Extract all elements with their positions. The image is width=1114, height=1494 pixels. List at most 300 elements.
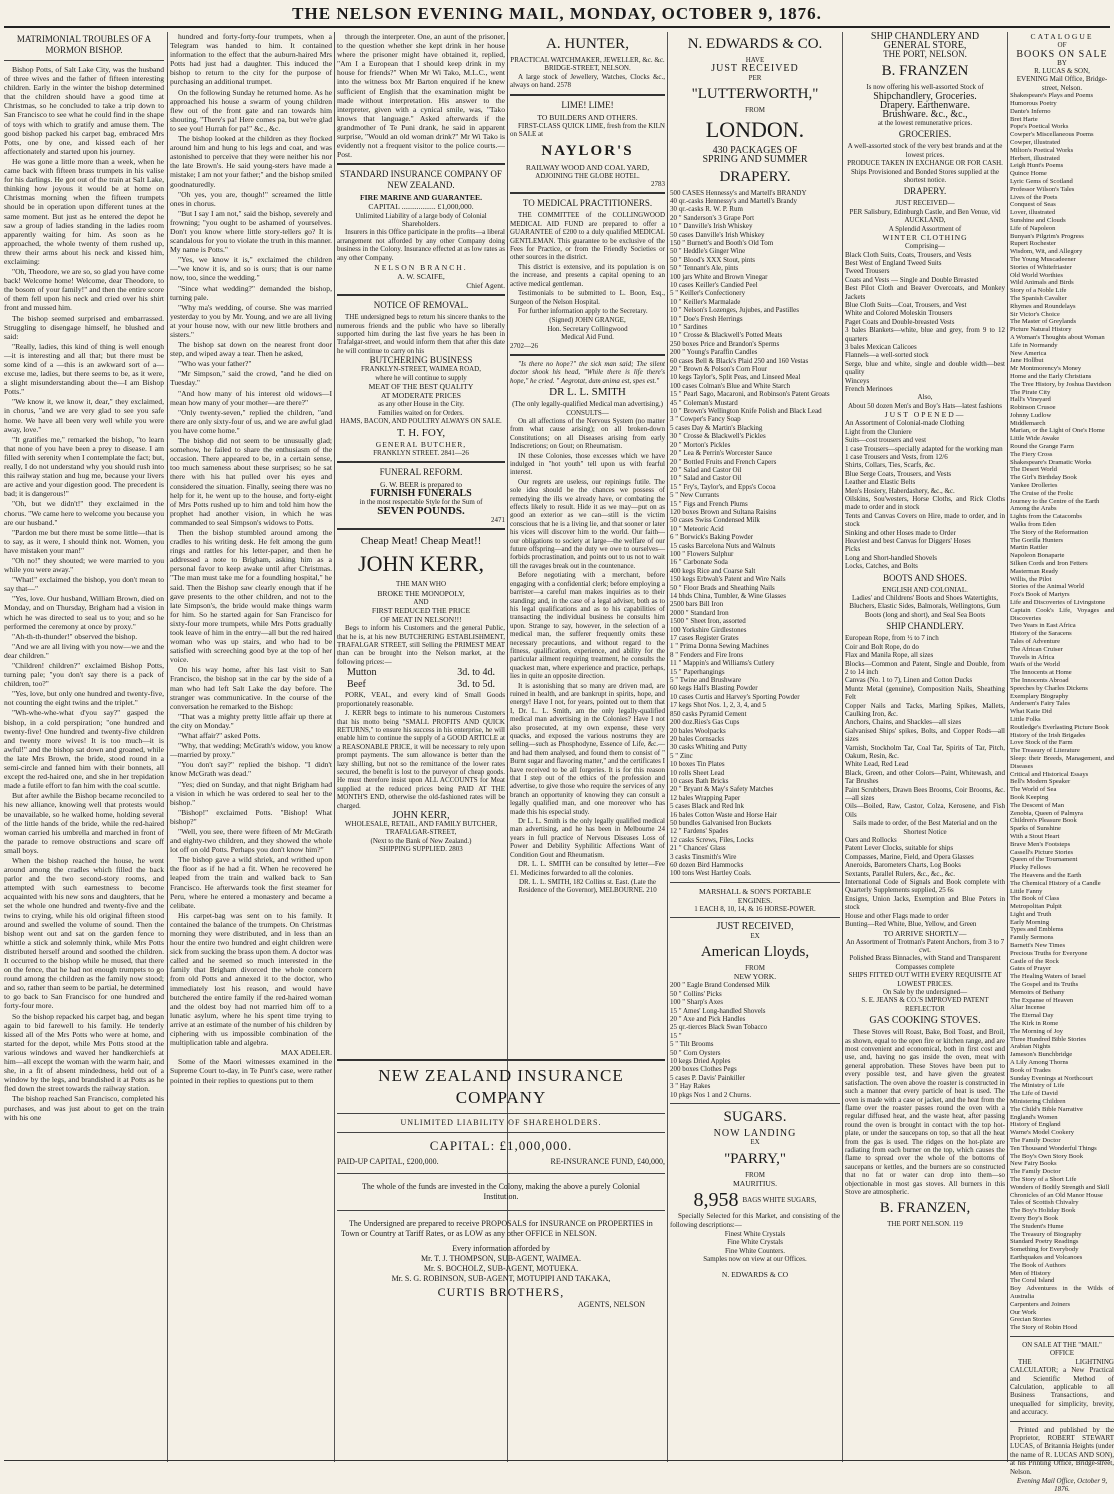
goods-item: Shirts, Collars, Ties, Scarfs, &c. bbox=[845, 461, 936, 470]
column-rule bbox=[667, 32, 668, 1462]
goods-item: Winceys bbox=[845, 376, 870, 385]
paragraph: The bishop did not seem to be unusually glad; somehow, he failed to share the enthusiasm of the occasion. There appeared to be, in a certain sense, too much sameness about these surprises; so he sat there with his hat pulled over his eyes and considered the situation. Finally, seeing there was no help for it, he went up to the house, and forty-eight of Mrs Potts rushed up to him and told him how the prophet had another vision, in which he was commanded to seal Simpson's widows to Potts. bbox=[170, 436, 332, 527]
ad-fund: RE-INSURANCE FUND, £40,000, bbox=[550, 1157, 665, 1166]
goods-item: Sinking and other Hoses made to Order bbox=[845, 528, 956, 537]
sub-agent: Mr. T. J. THOMPSON, SUB-AGENT, WAIMEA. bbox=[421, 1254, 581, 1263]
ad-line: PER Salisbury, Edinburgh Castle, and Ben Venue, vid AUCKLAND, bbox=[849, 207, 1001, 225]
book-title: The Morning of Joy bbox=[1010, 1027, 1063, 1035]
goods-item: Galvanised Ships' spikes, Bolts, and Copper Rods—all sizes bbox=[845, 726, 1005, 744]
book-title: Leigh Hunt's Poems bbox=[1010, 162, 1064, 170]
book-title: Love Stock of the Farm bbox=[1010, 739, 1073, 747]
book-title: Lights from the Catacombs bbox=[1010, 513, 1082, 521]
book-title: Precious Truths for Everyone bbox=[1010, 949, 1088, 957]
column-6-franzen bbox=[845, 32, 1005, 1462]
book-title: Rhymes and Roundelays bbox=[1010, 302, 1076, 310]
goods-item: 20 " Sanderson's 3 Grape Port bbox=[670, 213, 755, 222]
book-title: Jameson's Bunchbridge bbox=[1010, 1051, 1073, 1059]
goods-item: Oils—Boiled, Raw, Castor, Colza, Kerosene, and Fish Oils bbox=[845, 802, 1005, 819]
ad-agent-role: Chief Agent. bbox=[466, 281, 505, 291]
goods-item: 16 bales Cotton Waste and Horse Hair bbox=[670, 810, 778, 819]
book-title: A Lily Among Thorns bbox=[1010, 1059, 1069, 1067]
paragraph: "What!" exclaimed the bishop, you don't mean to say that—" bbox=[4, 575, 164, 594]
goods-list bbox=[670, 981, 840, 1099]
goods-item: Leather and Elastic Belts bbox=[845, 478, 916, 487]
goods-item: 17 kegs Shot Nos. 1, 2, 3, 4, and 5 bbox=[670, 701, 767, 710]
goods-item: 100 tons West Hartley Coals. bbox=[670, 869, 752, 878]
divider bbox=[337, 1173, 665, 1174]
paragraph: "Mr Simpson," said the crowd, "and he died on Tuesday." bbox=[170, 369, 332, 388]
paragraph: "Who was your father?" bbox=[178, 359, 252, 369]
goods-item: 20 " Bottled Fruits and French Capers bbox=[670, 457, 777, 466]
ad-line: where he will continue to supply bbox=[375, 373, 467, 382]
book-title: The Pirate City bbox=[1010, 388, 1051, 396]
ad-title: Cheap Meat! Cheap Meat!! bbox=[360, 535, 482, 548]
goods-item: 16 " Carbonate Soda bbox=[670, 558, 728, 567]
column-7-catalogue bbox=[1010, 32, 1114, 1494]
ad-body: THE LIGHTNING CALCULATOR; a New Practical and Scientific Method of Calculation, applicable to all Business Transactions, and unequalled for simplicity, brevity, and accuracy. bbox=[1010, 1357, 1114, 1417]
ad-line: PRODUCE TAKEN IN EXCHANGE OR FOR CASH. bbox=[847, 159, 1003, 168]
ad-liability: Unlimited Liability of a large body of Colonial Shareholders. bbox=[355, 211, 487, 228]
ad-body: J. KERR begs to intimate to his numerous Customers that his motto being "SMALL PROFITS AND QUICK RETURNS," to ensure his success in his enterprise, he will enable him to continue the supply of a GOOD ARTICLE at a REASONABLE PRICE, it will be necessary to rely upon prompt payments. The sum allowance is better than the lazy shilling, but not so the remittance of the lower rates secured, the benefit is lost to the purveyor of cheap goods. He must therefore insist upon ALL ACCOUNTS for Meat supplied at the reduced prices being PAID AT THE MONTH'S END, otherwise the old-fashioned rates will be charged. bbox=[337, 709, 505, 810]
ad-line: FURNISH FUNERALS bbox=[370, 488, 472, 500]
ad-line: Every information afforded by bbox=[452, 1244, 550, 1253]
goods-item: Best Pilot Cloth and Beaver Overcoats, and Monkey Jackets bbox=[845, 284, 1005, 301]
goods-item: 2000 " Standard Iron bbox=[670, 608, 729, 617]
book-title: The Family Doctor bbox=[1010, 1168, 1061, 1176]
ad-body: DR. L. L. SMITH can be consulted by letter—Fee £1. Medicines forwarded to all the colonies. bbox=[510, 860, 665, 877]
goods-item: 20 " Lea & Perrin's Worcester Sauce bbox=[670, 449, 773, 458]
book-title: England's Women bbox=[1010, 1113, 1058, 1121]
ad-line: (Next to the Bank of New Zealand.) bbox=[370, 836, 472, 845]
book-title: Old World Worthies bbox=[1010, 271, 1063, 279]
ad-line: Brushware. &c., &c., bbox=[882, 108, 968, 120]
book-title: Sir Victor's Choice bbox=[1010, 310, 1060, 318]
book-title: Story of a Noble Life bbox=[1010, 287, 1067, 295]
ad-body: These Stoves will Roast, Bake, Boil Toast, and Broil, as shown, equal to the open fire or kitchen range, and are most convenient and economical, both in first cost and use, and, having no gas inside the oven, meat with general approbation. These Stoves have been put to every possible test, and have given the greatest satisfaction. The oven above the roaster is constructed in such a manner that every particle of heat is used. The oven is made with a case or jacket, and the heat from the flame over the roaster passes round the oven with a regular diffused heat, and the waste heat, after passing round the oven is brought in contact with the top hot-plate, or under the saucepans on top, so that all the heat from the gas is used. The ridges on the hot-plate are radiating from each burner on the top, which causes the flame to spread over the whole of the bottoms of saucepans or kettles, and the burners are so constructed that no fat or water can drop into them—so objectionable in most gas stoves. All burners in this Stove are atmospheric. bbox=[845, 1028, 1005, 1196]
ad-line: SEVEN POUNDS. bbox=[377, 504, 465, 517]
ad-line: OF MEAT IN NELSON!!! bbox=[380, 615, 462, 625]
book-title: Barnett's New Times bbox=[1010, 942, 1066, 950]
ad-agent: A. W. SCAIFE, bbox=[397, 272, 445, 282]
book-title: Exemplary Biography bbox=[1010, 692, 1069, 700]
book-title: Rupert Rochester bbox=[1010, 240, 1056, 248]
ad-line: ADJOINING THE GLOBE HOTEL. bbox=[535, 171, 640, 180]
ad-line: Samples now on view at our Offices. bbox=[703, 1255, 807, 1264]
book-title: The Ministry of Life bbox=[1010, 1082, 1065, 1090]
goods-item: Black, Green, and other Colors—Paint, Whitewash, and Tar Brushes bbox=[845, 768, 1005, 786]
ad-port: LONDON. bbox=[705, 117, 805, 143]
column-3 bbox=[337, 32, 505, 1052]
paragraph: "Wh-whe-whe-what d'you say?" gasped the bishop, in a cold perspiration; "one hundred and twenty-five! One hundred and twenty-five children and twenty more wives! It is too much—it is awful!" and the bishop sat down and groaned, while the late Mrs Brown, the bride, stood round in a semi-circle and fanned him with their bonnets, all except the red-haired one, and she in her trepidation made a futile effort to fan him with the coal scuttle. bbox=[4, 708, 164, 791]
paragraph: "Why, that wedding; McGrath's widow, you know—married by proxy." bbox=[170, 741, 332, 760]
book-title: The Innocents at Home bbox=[1010, 669, 1072, 677]
goods-item: 10 " Brown's Wellington Knife Polish and Black Lead bbox=[670, 407, 822, 416]
book-title: Lives of the Poets bbox=[1010, 193, 1058, 201]
book-title: The Innocents Abroad bbox=[1010, 676, 1069, 684]
ad-line: About 50 dozen Men's and Boy's Hats—latest fashions bbox=[848, 401, 1002, 410]
book-title: Stories of Whitefriaster bbox=[1010, 263, 1072, 271]
ad-line: PRACTICAL WATCHMAKER, JEWELLER, &c. &c. bbox=[510, 56, 665, 64]
book-title: Marian, or the Light of One's Home bbox=[1010, 427, 1105, 435]
book-title: Bret Harte bbox=[1010, 115, 1038, 123]
standard-insurance-ad bbox=[337, 169, 505, 290]
goods-item: Muntz Metal (genuine), Composition Nails, Sheathing Felt bbox=[845, 684, 1005, 702]
paragraph: The bishop gave a wild shriek, and writhed upon the floor as if he had a fit. When he recovered he leaped from the train and walked back to San Francisco. He afterwards took the first steamer for Peru, where he entered a monastery and became a celibate. bbox=[170, 855, 332, 910]
divider bbox=[337, 528, 505, 530]
ad-line: TO BUILDERS AND OTHERS. bbox=[537, 112, 638, 122]
masthead-title: THE NELSON EVENING MAIL, MONDAY, OCTOBER 9, 1876. bbox=[292, 4, 822, 23]
ad-line: HAVE bbox=[745, 56, 765, 64]
book-title: The Kirk in Rome bbox=[1010, 1020, 1059, 1028]
divider bbox=[510, 192, 665, 194]
article-body bbox=[4, 65, 164, 1122]
ad-line: An Assortment of Trotman's Patent Anchors, from 3 to 7 cwt. bbox=[845, 937, 1005, 954]
paragraph: "Ah-th-th-thunder!" observed the bishop. bbox=[12, 631, 138, 641]
book-title: Napoleon Bonaparte bbox=[1010, 552, 1065, 560]
goods-item: 15 " Ames' Long-handled Shovels bbox=[670, 1006, 766, 1015]
book-title: Types and Emblems bbox=[1010, 926, 1064, 934]
ad-line: BUTCHERING BUSINESS bbox=[369, 355, 473, 366]
ad-name: T. H. FOY, bbox=[396, 426, 446, 439]
lime-ad bbox=[510, 100, 665, 189]
goods-item: 1 " Prima Donna Sewing Machines bbox=[670, 642, 769, 651]
article-body bbox=[170, 32, 332, 1085]
book-title: Early Morning bbox=[1010, 918, 1050, 926]
paragraph: "Oh yes, you are, though!" screamed the little ones in chorus. bbox=[170, 189, 332, 208]
ad-line: THE MAN WHO bbox=[395, 580, 447, 589]
goods-item: 10 cases Curtis and Harvey's Sporting Powder bbox=[670, 692, 800, 701]
book-title: Martin Rattler bbox=[1010, 544, 1048, 552]
goods-item: 30 casks Whiting and Putty bbox=[670, 743, 747, 752]
goods-item: 200 doz.Ries's Gas Cups bbox=[670, 718, 740, 727]
ad-body: A large stock of Jewellery, Watches, Clocks &c., always on hand. 2578 bbox=[510, 72, 665, 90]
book-title: Conquest of Seas bbox=[1010, 201, 1056, 209]
goods-item: 20 bales Cornsacks bbox=[670, 734, 725, 743]
divider bbox=[670, 882, 840, 883]
ad-body: On all affections of the Nervous System (no matter from what cause arising); on all broken-down Constitutions; on all Diseases arising from early Indiscretions; on Gout; on Rheumatism. bbox=[510, 416, 665, 451]
ad-line: ENGLISH AND COLONIAL. bbox=[882, 585, 968, 594]
section-title: SHIP CHANDLERY. bbox=[886, 621, 964, 632]
goods-item: Copper Nails and Tacks, Marling Spikes, Mallets, Caulking Iron, &c. bbox=[845, 701, 1005, 718]
goods-item: 15 " Figs and French Plums bbox=[670, 499, 748, 508]
book-title: Professor Wilson's Tales bbox=[1010, 185, 1075, 193]
ad-name: JOHN KERR, bbox=[358, 551, 484, 577]
removal-notice-ad bbox=[337, 300, 505, 457]
goods-item: Anchors, Chains, and Shackles—all sizes bbox=[845, 718, 962, 727]
goods-item: 30 " Crosse & Blackwell's Pickles bbox=[670, 432, 766, 441]
goods-item: 10 " Keiller's Marmalade bbox=[670, 297, 741, 306]
ad-line: HAMS, BACON, AND POULTRY ALWAYS ON SALE. bbox=[340, 417, 502, 426]
ad-title: NEW ZEALAND INSURANCE COMPANY bbox=[378, 1066, 624, 1107]
goods-item: Heaviest and best Canvas for Diggers' Hoses bbox=[845, 537, 971, 546]
ad-line: in the most respectable Style for the Sum of bbox=[359, 498, 483, 507]
goods-item: 10 cases Bath Bricks bbox=[670, 776, 729, 785]
ad-line: S. E. JEANS & CO.'S IMPROVED PATENT REFLECTOR bbox=[861, 996, 989, 1013]
book-title: Life of Napoleon bbox=[1010, 224, 1056, 232]
goods-item: 15 " bbox=[670, 1031, 682, 1040]
ad-body: Insurers in this Office participate in the profits—a liberal arrangement not afforded by any other Company doing business in the Colony. Insurance effected at as low rates as any other Company. bbox=[337, 228, 505, 262]
goods-item: Suits—cost trousers and vest bbox=[845, 436, 927, 445]
column-rule bbox=[1007, 32, 1008, 1462]
ad-line: MARSHALL & SON'S PORTABLE bbox=[698, 886, 812, 896]
paragraph: "Oh, but we didn't!" they exclaimed in the chorus. "We came here to welcome you because you are our husband." bbox=[4, 499, 164, 527]
book-title: Quince Home bbox=[1010, 170, 1047, 178]
goods-item: Light from the Cluniere bbox=[845, 427, 912, 436]
paragraph: "It gratifies me," remarked the bishop, "to learn that none of you have been a prey to disease. I am filled with serenity when I contemplate the fact; but, really, I do not understand why you should rush into this railway station and hug me, because your livers are active and your digestion good. The precedent is bad; it is dangerous!" bbox=[4, 434, 164, 499]
price-value: 3d. to 5d. bbox=[457, 679, 495, 691]
book-title: The Treasury of Biography bbox=[1010, 1230, 1082, 1238]
goods-item: 2500 bars Bill Iron bbox=[670, 600, 724, 609]
book-title: Andersen's Fairy Tales bbox=[1010, 700, 1070, 708]
paragraph: "Yes; died on Sunday, and that night Brigham had a vision in which he was ordered to seal her to the bishop." bbox=[170, 779, 332, 807]
goods-item: 10 " Doe's Fresh Herrings bbox=[670, 314, 743, 323]
ad-line: (The only legally-qualified Medical man advertising,) bbox=[512, 400, 663, 409]
ad-line: Sails made to order, of the Best Material and on the Shortest Notice bbox=[852, 819, 998, 836]
book-title: Bunyan's Pilgrim's Progress bbox=[1010, 232, 1084, 240]
ad-address: FRANKLYN STREET. 2841—26 bbox=[373, 448, 469, 457]
ad-line: Ships Provisioned and Bonded Stores supplied at the shortest notice. bbox=[851, 167, 999, 184]
ad-title: STANDARD INSURANCE COMPANY OF NEW ZEALAND. bbox=[340, 169, 502, 191]
ad-role: AGENTS, NELSON bbox=[577, 1300, 645, 1309]
ad-ship: "PARRY," bbox=[724, 1150, 786, 1167]
book-title: Fox's Book of Martyrs bbox=[1010, 591, 1070, 599]
goods-item: 10 pkgs Nos 1 and 2 Churns. bbox=[670, 1090, 752, 1099]
ad-name: JOHN KERR, bbox=[392, 809, 450, 821]
book-title: Cassell's Picture Stories bbox=[1010, 848, 1074, 856]
ad-line: ON SALE AT THE "MAIL" OFFICE bbox=[1022, 1340, 1102, 1358]
goods-item: 1 case Trousers—specially adapted for the working man bbox=[845, 444, 1003, 453]
goods-item: 50 cases Swiss Condensed Milk bbox=[670, 516, 760, 525]
goods-item: Black Cloth Suits, Coats, Trousers, and Vests bbox=[845, 250, 972, 259]
column-2-story-continued bbox=[170, 32, 332, 1462]
ad-sub: FIRE MARINE AND GUARANTEE. bbox=[360, 193, 482, 203]
ad-line: Is now offering his well-assorted Stock of bbox=[866, 83, 984, 92]
goods-item: House and other Flags made to order bbox=[845, 911, 949, 920]
paragraph: "Pardon me but there must be some little—that is to say, as it were, I should think not. Women, you have mistaken your man!" bbox=[4, 527, 164, 555]
column-rule bbox=[167, 32, 168, 1462]
goods-item: 150 " Burnett's and Booth's Old Tom bbox=[670, 238, 774, 247]
book-title: Journey to the Centre of the Earth bbox=[1010, 497, 1100, 505]
ad-num: 2702—26 bbox=[510, 341, 538, 350]
ad-line: BY bbox=[1057, 58, 1067, 67]
goods-item: 5 " Keiller's Confectionery bbox=[670, 289, 746, 298]
book-title: Two Years in East Africa bbox=[1010, 622, 1076, 630]
ad-line: PER bbox=[748, 73, 762, 82]
goods-item: 500 CASES Hennessy's and Martell's BRANDY bbox=[670, 188, 807, 197]
ad-line: Families waited on for Orders. bbox=[378, 408, 464, 417]
goods-item: 10 " Danville's Irish Whiskey bbox=[670, 222, 753, 231]
goods-item: 20 " Brown & Polson's Corn Flour bbox=[670, 365, 768, 374]
paragraph: "Bishop!" exclaimed Potts. "Bishop! What bishop?" bbox=[170, 807, 332, 826]
ad-name: NAYLOR'S bbox=[541, 142, 634, 159]
ad-ship: "LUTTERWORTH," bbox=[691, 85, 819, 102]
book-title: Among the Arabs bbox=[1010, 505, 1057, 513]
paragraph: But after awhile the Bishop became reconciled to his new alliance, knowing well that protests would be unavailable, so he walked home, holding several of the little hands of the bride, while the red-haired woman carried his umbrella and marched in front of the parade to remove obstructions and scare off small boys. bbox=[4, 791, 164, 855]
paragraph: Bishop Potts, of Salt Lake City, was the husband of three wives and the father of fifteen interesting children. Early in the winter the bishop determined that the children should have a good time at Christmas, so he concluded to take a trip down to San Francisco to see what he could find in the shape of toys with which to gratify and amuse them. The good bishop packed his carpet bag, embraced Mrs Potts, one by one, and kissed each of her affectionately and started upon his journey. bbox=[4, 65, 164, 156]
book-title: Wild Animals and Birds bbox=[1010, 279, 1074, 287]
book-title: Masterman Ready bbox=[1010, 567, 1059, 575]
column-4 bbox=[510, 32, 665, 1052]
book-title: Sunday Evenings at Northcourt bbox=[1010, 1074, 1093, 1082]
ad-line: SPRING AND SUMMER bbox=[702, 154, 808, 166]
ad-line: as any other House in the City. bbox=[377, 400, 465, 409]
book-title: The Tree History, by Joshua Davidson bbox=[1010, 380, 1112, 388]
book-title: Yankee Drolleries bbox=[1010, 482, 1058, 490]
paragraph: "What affair?" asked Potts. bbox=[178, 731, 261, 741]
goods-item: 1500 " Sheet Iron, assorted bbox=[670, 617, 746, 626]
book-title: The African Cruiser bbox=[1010, 645, 1063, 653]
book-title: Captain Cook's Life, Voyages and Discoveries bbox=[1010, 606, 1114, 622]
goods-item: 200 " Eagle Brand Condensed Milk bbox=[670, 981, 770, 990]
goods-item: 50 " Blood's XXX Stout, pints bbox=[670, 255, 756, 264]
goods-item: 50 " Tennant's Ale, pints bbox=[670, 264, 739, 273]
goods-item: 5 " New Currants bbox=[670, 491, 719, 500]
goods-item: Blue Serge Coats, Trousers, and Vests bbox=[845, 469, 952, 478]
goods-list bbox=[845, 836, 1005, 928]
ad-line: DRAPERY. bbox=[719, 168, 791, 185]
book-title: Routledge's Everlasting Picture Book bbox=[1010, 723, 1109, 731]
book-title: The Chemical History of a Candle bbox=[1010, 879, 1101, 887]
goods-item: 12 " Fardens' Spades bbox=[670, 827, 729, 836]
sub-agent: Mr. S. BOCHOLZ, SUB-AGENT, MOTUEKA. bbox=[423, 1264, 579, 1273]
goods-item: 15 casks Barcelona Nuts and Walnuts bbox=[670, 541, 776, 550]
goods-item: 5 " Twine and Brushware bbox=[670, 676, 742, 685]
book-title: History of the Irish Brigades bbox=[1010, 731, 1086, 739]
book-title: New America bbox=[1010, 349, 1047, 357]
goods-item: Tents and Canvas Covers on Hire, made to order, and in stock bbox=[845, 511, 1005, 529]
divider bbox=[510, 94, 665, 96]
ad-body: Dr L. L. Smith is the only legally qualified medical man advertising, and he has been in Melbourne 24 years in full practice of Nervous Diseases Loss of Power and Debility Syphilitic Affections Want of Condition Gout and Rheumatism. bbox=[510, 817, 665, 859]
divider bbox=[670, 917, 840, 918]
goods-item: Flax and Manila Rope, all sizes bbox=[845, 651, 934, 660]
paragraph: "Since what wedding?" demanded the bishop, turning pale. bbox=[170, 283, 332, 302]
masthead-rule bbox=[4, 26, 1110, 28]
goods-item: 1 case Trousers and Vests, from 12/6 bbox=[845, 452, 948, 461]
ad-branch: NELSON BRANCH. bbox=[374, 262, 468, 272]
divider bbox=[510, 354, 665, 356]
book-title: Memoirs of Bethany bbox=[1010, 988, 1065, 996]
ad-footer: N. EDWARDS & CO bbox=[721, 1269, 789, 1279]
book-title: The Story of Robin Hood bbox=[1010, 1324, 1078, 1332]
paragraph: When the bishop reached the house, he went around among the cradles which filled the back parlor and the two second-story rooms, and attempted with such earnestness to become acquainted with his new sons and daughters, that he set the whole one hundred and twenty-five and the twins to crying, while his old original fifteen stood around and swelled the volume of sound. Then the bishop went out and sat on the garden fence to whittle a stick and solemnly think, while Mrs Potts distributed herself around and soothed the children. It occurred to the bishop while he mused, that there on the fence, that he had not enough trumpets to go round among the children as the family now stood; and so, rather than seem to be partial, he determined to go back to San Francisco for one hundred and forty-four more. bbox=[4, 855, 164, 1011]
ad-body: THE COMMITTEE of the COLLINGWOOD MEDICAL AID FUND are prepared to offer a GUARANTEE of £200 to a duly qualified MEDICAL GENTLEMAN. This guarantee to be exclusive of the Fees for Practice, or from the Friendly Societies or other sources in the district. bbox=[510, 211, 665, 262]
ad-name: B. FRANZEN, bbox=[879, 1200, 971, 1217]
book-title: Sparks of Sunshine bbox=[1010, 825, 1061, 833]
book-title: Robinson Crusoe bbox=[1010, 404, 1056, 412]
paragraph: "Yes, we know it is," exclaimed the children—"we know it is, and so is ours; that is our name now, too, since the wedding." bbox=[170, 255, 332, 283]
ad-line: (Signed) JOHN GRANGE, bbox=[549, 316, 626, 325]
book-title: Round the Grange Farm bbox=[1010, 443, 1074, 451]
goods-item: 17 cases Register Grates bbox=[670, 634, 739, 643]
sugar-bags: BAGS WHITE SUGARS, bbox=[742, 1195, 817, 1204]
goods-item: 20 " Morton's Pickles bbox=[670, 440, 731, 449]
goods-item: Oilskins, Sou'westers, Horse Cloths, and Rick Cloths made to order and in stock bbox=[845, 495, 1005, 512]
book-title: Life in Normandy bbox=[1010, 341, 1058, 349]
paragraph: On the following Sunday he returned home. As he approached his house a swarm of young children flew out of the front gate and ran towards him shouting, "There's pa! Here comes pa, but we're glad to see you! Hurrah for pa!" &c., &c. bbox=[170, 87, 332, 133]
book-title: The Gospel and its Truths bbox=[1010, 981, 1079, 989]
book-title: Warne's Model Cookery bbox=[1010, 1129, 1075, 1137]
paragraph: His carpet-bag was sent on to his family. It contained the balance of the trumpets. On Christmas morning they were distributed, and in less than an hour the entire two hundred and eight children were sick from sucking the brass upon them. A doctor was called and he seemed so much interested in the family that Brigham divorced the whole concern from old Potts and annexed it to the doctor, who immediately lost his reason, and would have butchered the entire family if the red-haired woman and the oldest boy had not married him off to a lunatic asylum, where he his spent time trying to arrive at an estimate of the number of his children by ciphering with us impossible combination of the multiplication table and algebra. bbox=[170, 910, 332, 1048]
ad-capital: CAPITAL: £1,000,000. bbox=[429, 1138, 573, 1153]
ad-body: Our regrets are useless, our repinings futile. The sole idea should be the chances we possess of remedying the ills we already have, or combating the effects likely to result. Hide it as we may—put on as good an exterior as we can—still is the victim conscious that he is a living lie, and that sooner or later his vices will discover him to the world. Our faith—our obligations to society at large—the welfare of our future offspring—and the duty we owe to ourselves—forbids procrastination, and points out to us not to wait till the ravages break out in the countenance. bbox=[510, 477, 665, 570]
ad-line: Hon. Secretary Collingwood bbox=[547, 324, 628, 333]
ad-line: FIRST REDUCED THE PRICE bbox=[371, 606, 471, 616]
book-title: Willis, the Pilot bbox=[1010, 575, 1052, 583]
paragraph: "Really, ladies, this kind of thing is well enough—it is interesting and all that; but there must be some kind of a —this is an awkward sort of a—excuse me, ladies, but there seems to be, as it were, a slight misunderstanding about the—I am Bishop Potts." bbox=[4, 341, 164, 397]
goods-item: 6 " Borwick's Baking Powder bbox=[670, 533, 754, 542]
ad-line: CONSULTS— bbox=[566, 408, 609, 417]
ad-line: EX bbox=[750, 1138, 760, 1147]
goods-item: Ensigns, Union Jacks, Exemption and Blue Peters in stock bbox=[845, 894, 1005, 912]
ad-line: TRAFALGAR-STREET, bbox=[385, 828, 457, 837]
book-title: Zenobia, Queen of Palmyra bbox=[1010, 809, 1083, 817]
goods-item: An Assortment of Colonial-made Clothing bbox=[845, 419, 965, 428]
ad-firm: N. EDWARDS & CO. bbox=[687, 36, 823, 52]
goods-item: 20 " Salad and Castor Oil bbox=[670, 465, 742, 474]
book-title: The Book of Authors bbox=[1010, 1261, 1066, 1269]
goods-item: 40 qr.-casks Hennessy's and Martell's Brandy bbox=[670, 196, 797, 205]
book-title: Book of Trades bbox=[1010, 1066, 1051, 1074]
ad-paid: PAID-UP CAPITAL, £200,000. bbox=[337, 1157, 439, 1166]
ad-line: FROM bbox=[745, 105, 765, 114]
goods-item: 14 bhds China, Tumbler, & Wine Glasses bbox=[670, 592, 786, 600]
sugar-kind: Fine White Crystals bbox=[727, 1238, 783, 1247]
goods-item: Paint Scrubbers, Drawn Bees Brooms, Coir Brooms, &c.—all sizes bbox=[845, 785, 1005, 802]
goods-item: Men's Hosiery, Haberdashery, &c., &c. bbox=[845, 486, 955, 495]
goods-item: Coats and Vests — Single and Double Breasted bbox=[845, 275, 979, 284]
goods-item: 21 " Chances' Glass bbox=[670, 844, 726, 853]
book-title: Shakespeare's Dramatic Works bbox=[1010, 458, 1092, 466]
ad-body: The Undersigned are prepared to receive PROPOSALS for INSURANCE on PROPERTIES in Town or Country at Tariff Rates, or as LOW as any other OFFICE in NELSON. bbox=[341, 1219, 653, 1238]
ad-line: On Sale by the undersigned— bbox=[882, 988, 968, 997]
goods-item: 10 rolls Sheet Lead bbox=[670, 768, 725, 777]
ad-line: AND bbox=[413, 597, 429, 606]
book-title: Chronicles of an Old Manor House bbox=[1010, 1191, 1103, 1199]
book-title: The Descent of Man bbox=[1010, 801, 1065, 809]
paragraph: through the interpreter. One, an aunt of the prisoner, to the question whether she kept drink in her house where the prisoner might have obtained it, replied, "Am I a European that I should keep drink in my house for friends?" When Mr Wi Tako, M.L.C., went into the witness box Mr Barton enquired if he knew sufficient of English that the examination might be made without interpretation. His answer to the interpreter, given with a cynical smile, was, "Tako knows that language." Asked afterwards if the grandmother of Te Puni drank, he said in apparent surprise, "Would an old woman drink?" Mr Wi Tako is evidently not a frequent visitor to the police courts.—Post. bbox=[337, 32, 505, 160]
book-title: Earthquakes and Volcanoes bbox=[1010, 1253, 1083, 1261]
book-title: The Life of David bbox=[1010, 1090, 1058, 1098]
goods-item: Paget Coats and Double-breasted Vests bbox=[845, 317, 955, 326]
book-title: The Fiery Cross bbox=[1010, 450, 1053, 458]
ad-body: It is astonishing that so many are driven mad, are ruined in health, and are bankrupt in spirits, hope, and energy! Have I not, for years, pointed out to them that I, Dr. L. L. Smith, am the only legally-qualified medical man advertising in the Colonies? Have I not also prosecuted, at my own expense, these very quacks, and exposed the various nostrums they are selling—such as Phosphodyne, Essence of Life, &c.—and had them analysed, and found them to consist of " Burnt sugar and flavoring matter," and the certificates I have received to be all forgeries. It is for this reason that I step out of the ethics of the profession and advertise, to give those who require the services of any branch an opportunity of knowing they can consult a legally qualified man, and one moreover who has made this his especial study. bbox=[510, 681, 665, 816]
ad-line: AT MODERATE PRICES bbox=[380, 391, 462, 401]
ad-line: ENGINES. bbox=[737, 895, 773, 905]
goods-item: 10 " Sardines bbox=[670, 323, 708, 331]
book-title: Shakespeare's Plays and Poems bbox=[1010, 92, 1094, 100]
nz-insurance-ad bbox=[337, 1055, 665, 1460]
book-title: Dante's Inferno bbox=[1010, 107, 1051, 115]
goods-item: 12 bales Wrapping Paper bbox=[670, 793, 741, 802]
ad-title: GENERAL STORE, bbox=[883, 40, 967, 52]
column-rule bbox=[842, 32, 843, 1462]
divider bbox=[337, 1113, 665, 1114]
ad-line: JUST RECEIVED bbox=[711, 63, 799, 75]
ad-body: For further information apply to the Secretary. bbox=[518, 306, 648, 315]
catalogue-title: CATALOGUE bbox=[1030, 32, 1094, 41]
book-title: The Expanse of Heaven bbox=[1010, 996, 1074, 1004]
book-title: Speeches by Charles Dickens bbox=[1010, 684, 1088, 692]
book-title: Children's Pleasure Book bbox=[1010, 817, 1077, 825]
ad-line: TO ARRIVE SHORTLY— bbox=[883, 928, 967, 938]
article-heading: MATRIMONIAL TROUBLES OF A MORMON BISHOP. bbox=[16, 34, 152, 55]
ad-address: DR. L. L. SMITH, 182 Collins st. East. (Late the Residence of the Governor), MELBOURNE. 210 bbox=[518, 877, 657, 895]
goods-item: 10 " Nelson's Lozenges, Jujubes, and Pastilles bbox=[670, 306, 799, 315]
sugar-kinds bbox=[670, 1230, 840, 1255]
goods-item: International Code of Signals and Book complete with Quarterly Supplements supplied, 25 6s bbox=[845, 878, 1005, 895]
goods-item: Locks, Catches, and Bolts bbox=[845, 562, 918, 571]
goods-item: 100 cases Colman's Blue and White Starch bbox=[670, 381, 791, 390]
